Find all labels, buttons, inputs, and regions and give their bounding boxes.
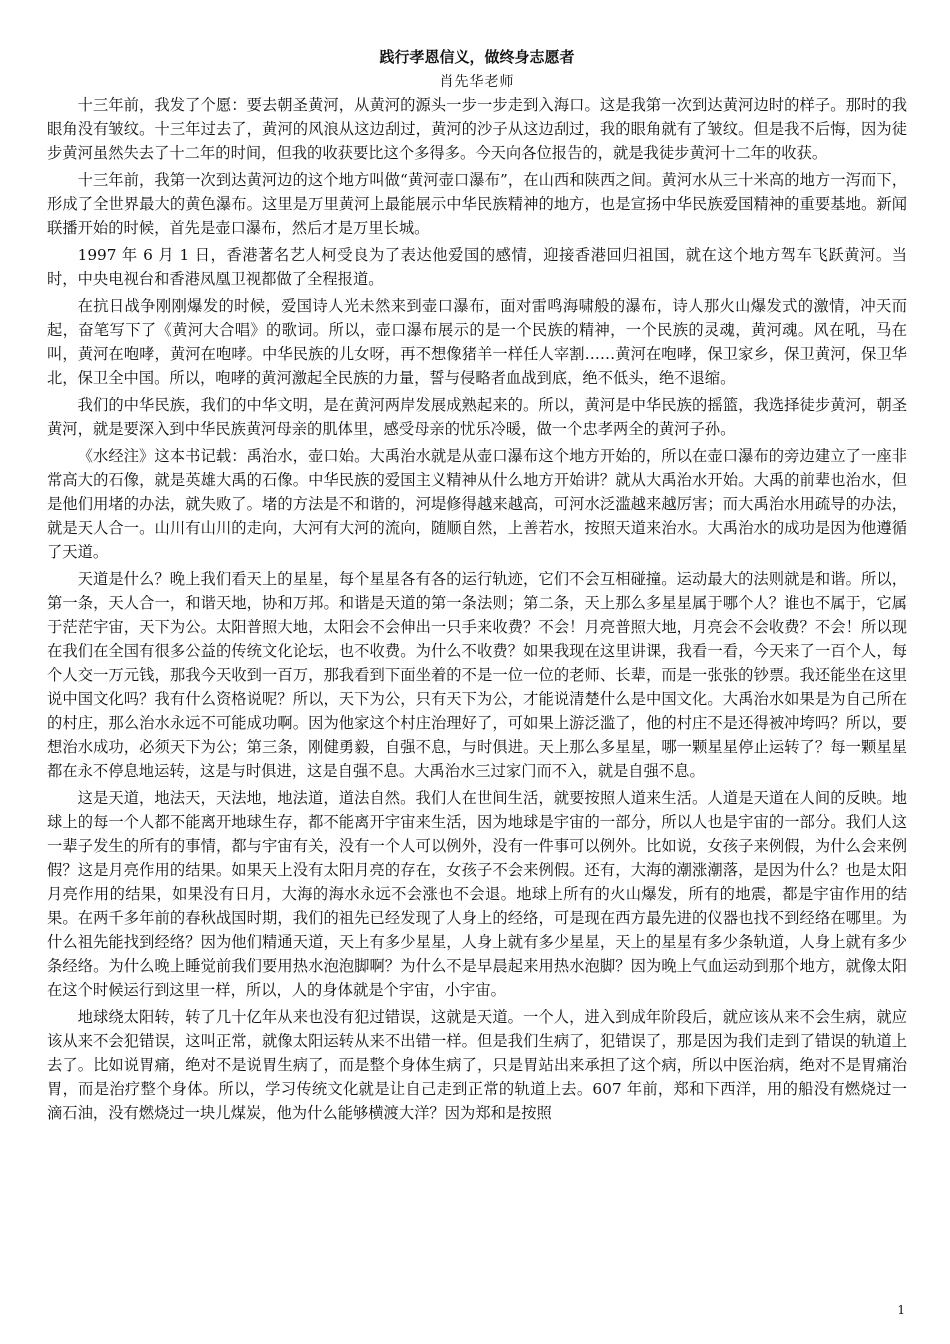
document-page [47, 47, 907, 1125]
page-number: 1 [897, 1303, 905, 1317]
document-body [47, 93, 907, 1125]
paragraph: 地球绕太阳转，转了几十亿年从来也没有犯过错误，这就是天道。一个人，进入到成年阶段后，就应该从来不会生病，就应该从来不会犯错误，这叫正常，就像太阳运转从来不出错一样。但是我们生病了，犯错误了，那是因为我们走到了错误的轨道上去了。比如说胃痛，绝对不是说胃生病了，而是整个身体生病了，只是胃站出来承担了这个病，所以中医治病，绝对不是胃痛治胃，而是治疗整个身体。所以，学习传统文化就是让自己走到正常的轨道上去。607 年前，郑和下西洋，用的船没有燃烧过一滴石油，没有燃烧过一块儿煤炭，他为什么能够横渡大洋？因为郑和是按照 [47, 1008, 907, 1122]
paragraph: 1997 年 6 月 1 日，香港著名艺人柯受良为了表达他爱国的感情，迎接香港回归祖国，就在这个地方驾车飞跃黄河。当时，中央电视台和香港凤凰卫视都做了全程报道。 [47, 246, 907, 288]
paragraph: 十三年前，我发了个愿：要去朝圣黄河，从黄河的源头一步一步走到入海口。这是我第一次到达黄河边时的样子。那时的我眼角没有皱纹。十三年过去了，黄河的风浪从这边刮过，黄河的沙子从这边刮过，我的眼角就有了皱纹。但是我不后悔，因为徒步黄河虽然失去了十二年的时间，但我的收获要比这个多得多。今天向各位报告的，就是我徒步黄河十二年的收获。 [47, 96, 907, 162]
paragraph: 天道是什么？晚上我们看天上的星星，每个星星各有各的运行轨迹，它们不会互相碰撞。运动最大的法则就是和谐。所以，第一条，天人合一，和谐天地，协和万邦。和谐是天道的第一条法则；第二条，天上那么多星星属于哪个人？谁也不属于，它属于茫茫宇宙，天下为公。太阳普照大地，太阳会不会伸出一只手来收费？不会！月亮普照大地，月亮会不会收费？不会！所以现在我们在全国有很多公益的传统文化论坛，也不收费。为什么不收费？如果我现在这里讲课，我看一看，今天来了一百个人，每个人交一万元钱，那我今天收到一百万，那我看到下面坐着的不是一位一位的老师、长辈，而是一张张的钞票。我还能坐在这里说中国文化吗？我有什么资格说呢？所以，天下为公，只有天下为公，才能说清楚什么是中国文化。大禹治水如果是为自己所在的村庄，那么治水永远不可能成功啊。因为他家这个村庄治理好了，可如果上游泛滥了，他的村庄不是还得被冲垮吗？所以，要想治水成功，必须天下为公；第三条，刚健勇毅，自强不息，与时俱进。天上那么多星星，哪一颗星星停止运转了？每一颗星星都在永不停息地运转，这是与时俱进，这是自强不息。大禹治水三过家门而不入，就是自强不息。 [47, 570, 907, 780]
paragraph: 在抗日战争刚刚爆发的时候，爱国诗人光未然来到壶口瀑布，面对雷鸣海啸般的瀑布，诗人那火山爆发式的激情，冲天而起，奋笔写下了《黄河大合唱》的歌词。所以，壶口瀑布展示的是一个民族的精神，一个民族的灵魂，黄河魂。风在吼，马在叫，黄河在咆哮，黄河在咆哮。中华民族的儿女呀，再不想像猪羊一样任人宰割……黄河在咆哮，保卫家乡，保卫黄河，保卫华北，保卫全中国。所以，咆哮的黄河激起全民族的力量，誓与侵略者血战到底，绝不低头，绝不退缩。 [47, 297, 907, 387]
paragraph: 我们的中华民族，我们的中华文明，是在黄河两岸发展成熟起来的。所以，黄河是中华民族的摇篮，我选择徒步黄河，朝圣黄河，就是要深入到中华民族黄河母亲的肌体里，感受母亲的忧乐冷暖，做一个忠孝两全的黄河子孙。 [47, 396, 907, 438]
paragraph: 《水经注》这本书记载：禹治水，壶口始。大禹治水就是从壶口瀑布这个地方开始的，所以在壶口瀑布的旁边建立了一座非常高大的石像，就是英雄大禹的石像。中华民族的爱国主义精神从什么地方开始讲？就从大禹治水开始。大禹的前辈也治水，但是他们用堵的办法，就失败了。堵的方法是不和谐的，河堤修得越来越高，可河水泛滥越来越厉害；而大禹治水用疏导的办法，就是天人合一。山川有山川的走向，大河有大河的流向，随顺自然，上善若水，按照天道来治水。大禹治水的成功是因为他遵循了天道。 [47, 447, 907, 561]
paragraph: 十三年前，我第一次到达黄河边的这个地方叫做“黄河壶口瀑布”，在山西和陕西之间。黄河水从三十米高的地方一泻而下，形成了全世界最大的黄色瀑布。这里是万里黄河上最能展示中华民族精神的地方，也是宣扬中华民族爱国精神的重要基地。新闻联播开始的时候，首先是壶口瀑布，然后才是万里长城。 [47, 171, 907, 237]
paragraph: 这是天道，地法天，天法地，地法道，道法自然。我们人在世间生活，就要按照人道来生活。人道是天道在人间的反映。地球上的每一个人都不能离开地球生存，都不能离开宇宙来生活，因为地球是宇宙的一部分，所以人也是宇宙的一部分。我们人这一辈子发生的所有的事情，都与宇宙有关，没有一个人可以例外，没有一件事可以例外。比如说，女孩子来例假，为什么会来例假？这是月亮作用的结果。如果天上没有太阳月亮的存在，女孩子不会来例假。还有，大海的潮涨潮落，是因为什么？也是太阳月亮作用的结果，如果没有日月，大海的海水永远不会涨也不会退。地球上所有的火山爆发，所有的地震，都是宇宙作用的结果。在两千多年前的春秋战国时期，我们的祖先已经发现了人身上的经络，可是现在西方最先进的仪器也找不到经络在哪里。为什么祖先能找到经络？因为他们精通天道，天上有多少星星，人身上就有多少星星，天上的星星有多少条轨道，人身上就有多少条经络。为什么晚上睡觉前我们要用热水泡泡脚啊？为什么不是早晨起来用热水泡脚？因为晚上气血运动到那个地方，就像太阳在这个时候运行到这里一样，所以，人的身体就是个宇宙，小宇宙。 [47, 789, 907, 999]
document-title: 践行孝恩信义，做终身志愿者 [379, 48, 575, 66]
author-line: 肖先华老师 [439, 74, 515, 90]
